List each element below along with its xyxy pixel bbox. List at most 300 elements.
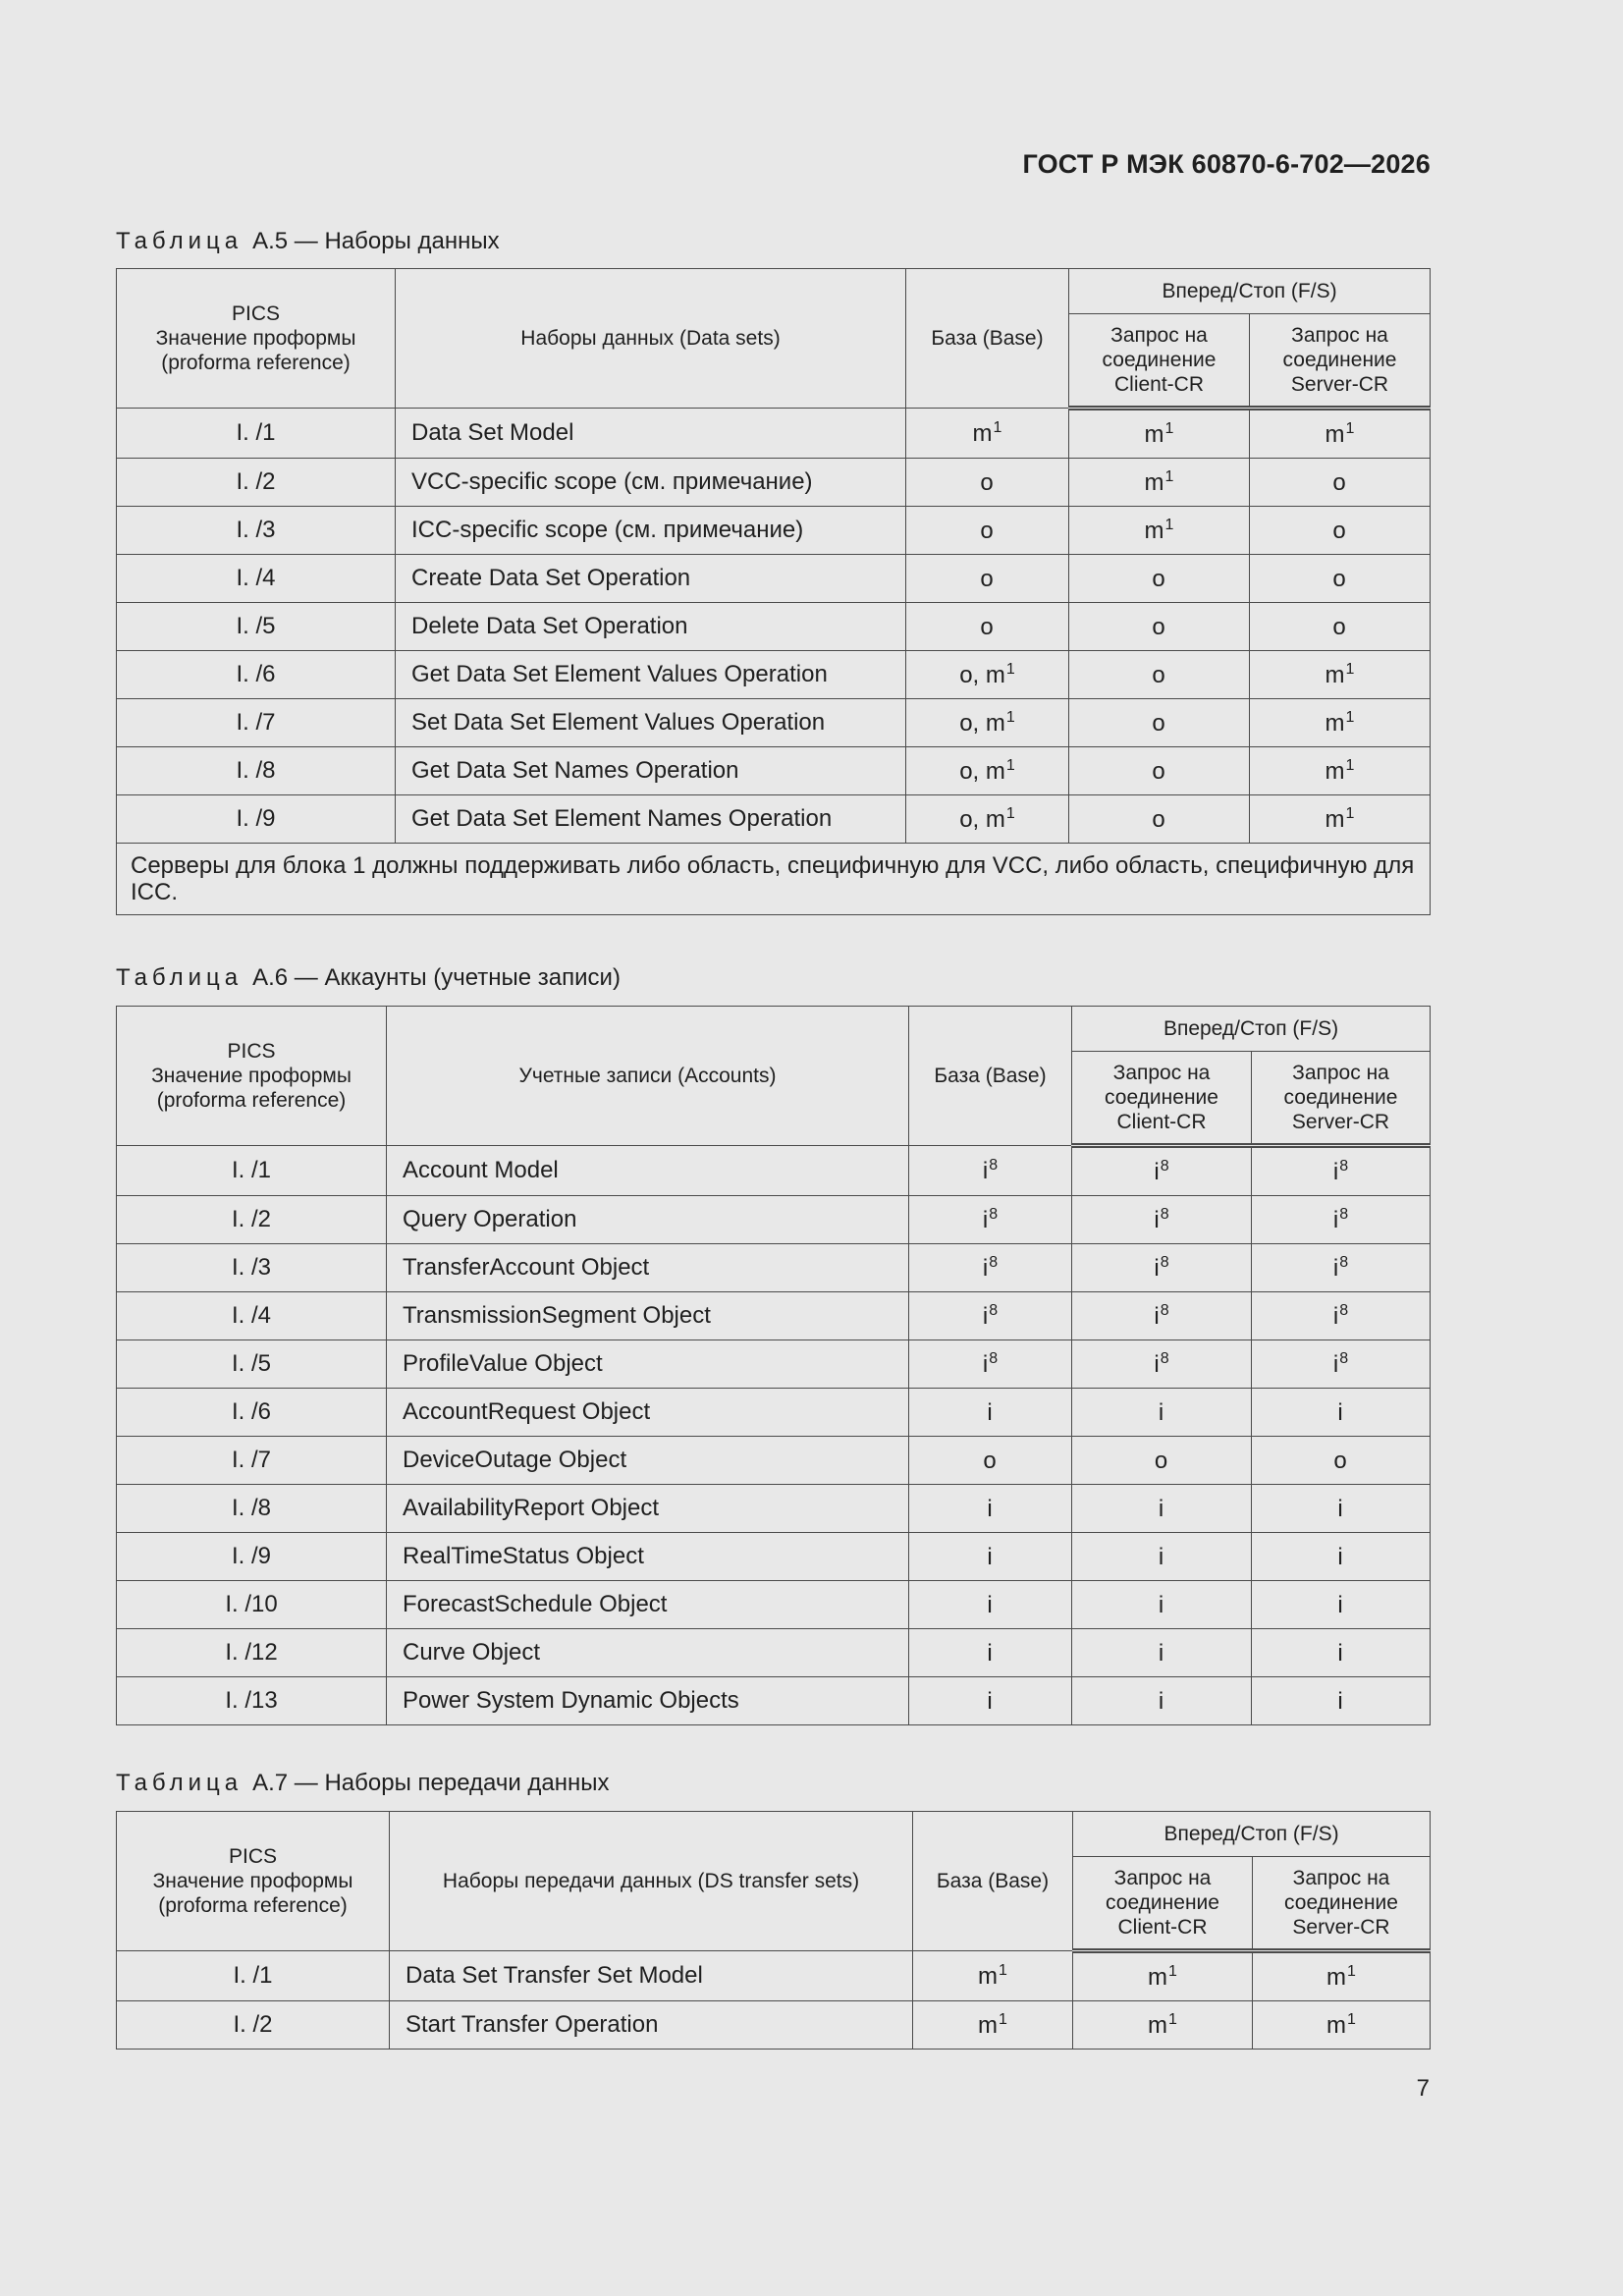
cell-value: i	[1337, 1639, 1343, 1667]
cell-footnote-ref: 1	[1005, 756, 1015, 774]
cell-server-cr	[1252, 1196, 1431, 1244]
cell-value: i	[987, 1687, 993, 1715]
header-pics-line: Значение проформы	[155, 327, 356, 350]
cell-value: m	[1325, 805, 1345, 833]
header-name: Учетные записи (Accounts)	[387, 1007, 909, 1146]
cell-server-cr	[1252, 1244, 1431, 1292]
cell-footnote-ref: 1	[1005, 708, 1015, 726]
header-client-cr	[1073, 1857, 1253, 1951]
cell-client-cr	[1069, 555, 1250, 603]
cell-ref: I. /7	[117, 699, 396, 747]
cell-value: o	[980, 468, 994, 496]
cell-server-cr	[1250, 651, 1431, 699]
table-row	[117, 1146, 1431, 1196]
cell-server-cr	[1253, 2001, 1431, 2050]
cell-ref: I. /1	[117, 1146, 387, 1196]
cell-base	[906, 507, 1069, 555]
cell-base	[906, 603, 1069, 651]
cell-value: m	[978, 1962, 999, 1990]
caption-label: Таблица	[116, 964, 243, 991]
cell-value: i	[1158, 1639, 1164, 1667]
cell-name: VCC-specific scope (см. примечание)	[396, 459, 906, 507]
cell-footnote-ref: 8	[1339, 1349, 1349, 1367]
cell-value: i	[1337, 1495, 1343, 1522]
cell-value: i	[1332, 1302, 1339, 1330]
header-client-line: Запрос на	[1110, 324, 1208, 347]
header-client-line: соединение	[1106, 1891, 1219, 1914]
header-forward-stop: Вперед/Стоп (F/S)	[1072, 1007, 1431, 1052]
cell-footnote-ref: 8	[1339, 1205, 1349, 1223]
header-client-line: Запрос на	[1112, 1062, 1211, 1084]
cell-value: i	[1332, 1350, 1339, 1378]
table-row	[117, 1389, 1431, 1437]
cell-footnote-ref: 1	[1345, 419, 1355, 437]
cell-ref: I. /6	[117, 651, 396, 699]
cell-name: ForecastSchedule Object	[387, 1581, 909, 1629]
cell-base	[906, 409, 1069, 459]
header-server-cr	[1250, 314, 1431, 409]
cell-value: o	[1152, 613, 1165, 640]
cell-value: i	[1158, 1591, 1164, 1618]
cell-server-cr	[1250, 555, 1431, 603]
cell-value: i	[1332, 1158, 1339, 1185]
cell-value: i	[1158, 1495, 1164, 1522]
cell-client-cr	[1072, 1581, 1252, 1629]
cell-ref: I. /8	[117, 1485, 387, 1533]
cell-base	[906, 555, 1069, 603]
header-server-line: соединение	[1282, 349, 1397, 371]
cell-name: TransferAccount Object	[387, 1244, 909, 1292]
header-server-line: Server-CR	[1292, 1916, 1390, 1939]
cell-value: m	[1144, 420, 1164, 448]
cell-base	[909, 1292, 1072, 1340]
cell-value: o	[1152, 805, 1165, 833]
cell-value: i	[1158, 1687, 1164, 1715]
cell-footnote-ref: 1	[1347, 1962, 1356, 1980]
table-row	[117, 555, 1431, 603]
cell-value: o	[1152, 661, 1165, 688]
cell-base	[909, 1389, 1072, 1437]
cell-client-cr	[1072, 1340, 1252, 1389]
table-a6-caption	[116, 964, 621, 992]
cell-base	[913, 2001, 1073, 2050]
cell-name: Data Set Transfer Set Model	[390, 1951, 913, 2001]
cell-ref: I. /2	[117, 2001, 390, 2050]
cell-value: i	[1337, 1687, 1343, 1715]
cell-footnote-ref: 1	[1005, 660, 1015, 678]
cell-server-cr	[1250, 603, 1431, 651]
cell-name: Power System Dynamic Objects	[387, 1677, 909, 1725]
table-a5-caption	[116, 228, 500, 255]
cell-value: i	[1337, 1543, 1343, 1570]
cell-base	[906, 459, 1069, 507]
cell-ref: I. /3	[117, 507, 396, 555]
cell-client-cr	[1069, 651, 1250, 699]
header-server-cr	[1253, 1857, 1431, 1951]
cell-name: Create Data Set Operation	[396, 555, 906, 603]
cell-footnote-ref: 8	[1160, 1349, 1169, 1367]
cell-client-cr	[1072, 1244, 1252, 1292]
caption-title: А.5 — Наборы данных	[252, 228, 500, 254]
cell-value: i	[982, 1254, 989, 1282]
cell-server-cr	[1252, 1146, 1431, 1196]
header-pics-line: (proforma reference)	[158, 1894, 348, 1917]
cell-name: Query Operation	[387, 1196, 909, 1244]
cell-client-cr	[1072, 1533, 1252, 1581]
cell-name: Data Set Model	[396, 409, 906, 459]
cell-value: o, m	[959, 757, 1005, 785]
cell-client-cr	[1072, 1629, 1252, 1677]
cell-client-cr	[1072, 1292, 1252, 1340]
cell-name: Start Transfer Operation	[390, 2001, 913, 2050]
header-server-line: Запрос на	[1292, 1867, 1390, 1889]
cell-base	[909, 1485, 1072, 1533]
header-client-line: Client-CR	[1113, 373, 1204, 396]
cell-footnote-ref: 1	[1164, 516, 1174, 533]
header-pics-line: PICS	[228, 1845, 277, 1868]
cell-value: o, m	[959, 661, 1005, 688]
cell-name: ProfileValue Object	[387, 1340, 909, 1389]
cell-value: m	[1325, 420, 1345, 448]
cell-server-cr	[1250, 747, 1431, 795]
cell-base	[909, 1146, 1072, 1196]
cell-client-cr	[1072, 1677, 1252, 1725]
cell-ref: I. /12	[117, 1629, 387, 1677]
cell-footnote-ref: 1	[1345, 708, 1355, 726]
cell-base	[909, 1340, 1072, 1389]
cell-footnote-ref: 8	[1160, 1253, 1169, 1271]
cell-server-cr	[1252, 1581, 1431, 1629]
header-pics	[117, 269, 396, 409]
cell-client-cr	[1073, 2001, 1253, 2050]
cell-value: i	[1332, 1254, 1339, 1282]
cell-footnote-ref: 1	[1168, 2010, 1177, 2028]
header-pics	[117, 1812, 390, 1951]
cell-name: AccountRequest Object	[387, 1389, 909, 1437]
cell-name: TransmissionSegment Object	[387, 1292, 909, 1340]
header-base: База (Base)	[906, 269, 1069, 409]
cell-client-cr	[1069, 747, 1250, 795]
cell-name: Account Model	[387, 1146, 909, 1196]
header-server-line: Server-CR	[1291, 1111, 1390, 1133]
cell-server-cr	[1252, 1292, 1431, 1340]
cell-ref: I. /13	[117, 1677, 387, 1725]
cell-name: Get Data Set Names Operation	[396, 747, 906, 795]
cell-value: i	[1154, 1302, 1160, 1330]
cell-server-cr	[1250, 699, 1431, 747]
cell-ref: I. /5	[117, 603, 396, 651]
cell-value: i	[987, 1398, 993, 1426]
cell-base	[913, 1951, 1073, 2001]
cell-footnote-ref: 8	[989, 1349, 999, 1367]
cell-name: ICC-specific scope (см. примечание)	[396, 507, 906, 555]
cell-value: m	[1144, 468, 1164, 496]
cell-value: o	[1152, 565, 1165, 592]
cell-footnote-ref: 1	[1164, 419, 1174, 437]
document-header: ГОСТ Р МЭК 60870-6-702—2026	[1022, 149, 1431, 179]
cell-footnote-ref: 8	[1160, 1205, 1169, 1223]
cell-footnote-ref: 1	[993, 418, 1002, 436]
cell-value: i	[1332, 1206, 1339, 1233]
cell-footnote-ref: 8	[1160, 1301, 1169, 1319]
cell-server-cr	[1252, 1629, 1431, 1677]
cell-value: o, m	[959, 709, 1005, 737]
cell-ref: I. /1	[117, 409, 396, 459]
cell-footnote-ref: 1	[999, 1961, 1007, 1979]
cell-server-cr	[1252, 1389, 1431, 1437]
cell-footnote-ref: 8	[989, 1156, 999, 1174]
cell-value: o, m	[959, 805, 1005, 833]
cell-server-cr	[1252, 1533, 1431, 1581]
cell-footnote-ref: 8	[1339, 1301, 1349, 1319]
caption-label: Таблица	[116, 1770, 243, 1796]
cell-value: o	[1332, 517, 1346, 544]
header-base: База (Base)	[913, 1812, 1073, 1951]
cell-name: RealTimeStatus Object	[387, 1533, 909, 1581]
cell-value: i	[1158, 1543, 1164, 1570]
header-forward-stop: Вперед/Стоп (F/S)	[1073, 1812, 1431, 1857]
cell-value: i	[982, 1157, 989, 1184]
cell-footnote-ref: 1	[999, 2010, 1007, 2028]
cell-value: m	[1326, 2011, 1347, 2039]
table-a7-caption	[116, 1770, 610, 1797]
header-pics	[117, 1007, 387, 1146]
page-number: 7	[1416, 2075, 1430, 2102]
cell-base	[909, 1581, 1072, 1629]
cell-value: m	[1144, 517, 1164, 544]
cell-footnote-ref: 8	[1339, 1157, 1349, 1175]
table-row	[117, 699, 1431, 747]
cell-ref: I. /5	[117, 1340, 387, 1389]
table-a5-data-sets	[116, 268, 1431, 915]
table-note-row	[117, 844, 1431, 915]
table-row	[117, 795, 1431, 844]
cell-value: o	[1152, 709, 1165, 737]
cell-value: m	[1325, 661, 1345, 688]
cell-client-cr	[1073, 1951, 1253, 2001]
cell-server-cr	[1252, 1340, 1431, 1389]
cell-value: i	[987, 1495, 993, 1522]
table-row	[117, 1533, 1431, 1581]
cell-server-cr	[1250, 409, 1431, 459]
cell-value: m	[1148, 1963, 1168, 1991]
cell-value: m	[1148, 2011, 1168, 2039]
cell-ref: I. /9	[117, 795, 396, 844]
table-row	[117, 459, 1431, 507]
table-row	[117, 747, 1431, 795]
table-row	[117, 507, 1431, 555]
header-client-cr	[1072, 1052, 1252, 1146]
cell-footnote-ref: 8	[1160, 1157, 1169, 1175]
cell-footnote-ref: 1	[1164, 467, 1174, 485]
caption-label: Таблица	[116, 228, 243, 254]
header-base: База (Base)	[909, 1007, 1072, 1146]
cell-value: m	[1325, 709, 1345, 737]
cell-footnote-ref: 1	[1345, 804, 1355, 822]
header-client-line: Запрос на	[1113, 1867, 1212, 1889]
cell-value: o	[1333, 1447, 1347, 1474]
table-a7-ds-transfer-sets	[116, 1811, 1431, 2050]
cell-value: o	[1332, 565, 1346, 592]
cell-value: o	[980, 613, 994, 640]
cell-value: o	[1332, 613, 1346, 640]
cell-client-cr	[1069, 699, 1250, 747]
cell-name: Delete Data Set Operation	[396, 603, 906, 651]
caption-title: А.7 — Наборы передачи данных	[252, 1770, 610, 1796]
cell-client-cr	[1069, 459, 1250, 507]
header-server-cr	[1252, 1052, 1431, 1146]
header-server-line: Server-CR	[1290, 373, 1389, 396]
cell-base	[906, 747, 1069, 795]
cell-value: i	[1337, 1591, 1343, 1618]
header-client-line: соединение	[1105, 1086, 1218, 1109]
table-row	[117, 1437, 1431, 1485]
cell-ref: I. /3	[117, 1244, 387, 1292]
header-forward-stop: Вперед/Стоп (F/S)	[1069, 269, 1431, 314]
cell-footnote-ref: 8	[989, 1205, 999, 1223]
cell-name: Get Data Set Element Names Operation	[396, 795, 906, 844]
cell-value: m	[1325, 757, 1345, 785]
cell-value: o	[1152, 757, 1165, 785]
cell-ref: I. /7	[117, 1437, 387, 1485]
cell-ref: I. /1	[117, 1951, 390, 2001]
cell-ref: I. /4	[117, 1292, 387, 1340]
header-pics-line: Значение проформы	[151, 1065, 352, 1087]
table-a6-accounts	[116, 1006, 1431, 1725]
cell-client-cr	[1072, 1196, 1252, 1244]
cell-base	[909, 1533, 1072, 1581]
cell-value: i	[987, 1639, 993, 1667]
header-client-line: соединение	[1102, 349, 1217, 371]
header-name: Наборы данных (Data sets)	[396, 269, 906, 409]
table-row	[117, 1196, 1431, 1244]
header-name: Наборы передачи данных (DS transfer sets)	[390, 1812, 913, 1951]
cell-value: i	[1154, 1254, 1160, 1282]
table-row	[117, 1677, 1431, 1725]
table-row	[117, 1629, 1431, 1677]
header-client-line: Client-CR	[1117, 1916, 1208, 1939]
cell-name: Set Data Set Element Values Operation	[396, 699, 906, 747]
cell-value: m	[972, 419, 993, 447]
cell-server-cr	[1252, 1485, 1431, 1533]
cell-ref: I. /8	[117, 747, 396, 795]
cell-server-cr	[1250, 459, 1431, 507]
cell-client-cr	[1069, 507, 1250, 555]
cell-server-cr	[1253, 1951, 1431, 2001]
table-row	[117, 1951, 1431, 2001]
cell-footnote-ref: 8	[989, 1301, 999, 1319]
cell-base	[906, 795, 1069, 844]
cell-footnote-ref: 1	[1005, 804, 1015, 822]
cell-base	[909, 1196, 1072, 1244]
cell-value: m	[1326, 1963, 1347, 1991]
table-row	[117, 2001, 1431, 2050]
cell-value: i	[987, 1591, 993, 1618]
cell-server-cr	[1250, 507, 1431, 555]
cell-value: o	[1154, 1447, 1168, 1474]
cell-value: i	[987, 1543, 993, 1570]
header-client-line: Client-CR	[1116, 1111, 1207, 1133]
cell-server-cr	[1250, 795, 1431, 844]
cell-name: Get Data Set Element Values Operation	[396, 651, 906, 699]
cell-value: m	[978, 2011, 999, 2039]
cell-ref: I. /2	[117, 459, 396, 507]
cell-client-cr	[1072, 1146, 1252, 1196]
cell-footnote-ref: 8	[1339, 1253, 1349, 1271]
cell-ref: I. /4	[117, 555, 396, 603]
caption-title: А.6 — Аккаунты (учетные записи)	[252, 964, 621, 991]
header-pics-line: Значение проформы	[152, 1870, 353, 1892]
cell-server-cr	[1252, 1437, 1431, 1485]
cell-ref: I. /2	[117, 1196, 387, 1244]
cell-server-cr	[1252, 1677, 1431, 1725]
cell-base	[909, 1677, 1072, 1725]
header-client-cr	[1069, 314, 1250, 409]
cell-client-cr	[1069, 795, 1250, 844]
header-pics-line: PICS	[227, 1040, 276, 1063]
header-server-line: Запрос на	[1291, 324, 1388, 347]
header-server-line: Запрос на	[1292, 1062, 1389, 1084]
cell-client-cr	[1069, 409, 1250, 459]
cell-client-cr	[1069, 603, 1250, 651]
cell-value: i	[1154, 1206, 1160, 1233]
cell-value: i	[1158, 1398, 1164, 1426]
cell-footnote-ref: 8	[989, 1253, 999, 1271]
table-row	[117, 409, 1431, 459]
cell-base	[909, 1437, 1072, 1485]
cell-value: i	[982, 1302, 989, 1330]
table-row	[117, 1292, 1431, 1340]
cell-base	[909, 1244, 1072, 1292]
cell-ref: I. /6	[117, 1389, 387, 1437]
table-row	[117, 1485, 1431, 1533]
cell-value: i	[982, 1350, 989, 1378]
cell-footnote-ref: 1	[1345, 756, 1355, 774]
header-pics-line: (proforma reference)	[161, 352, 351, 374]
table-row	[117, 603, 1431, 651]
cell-ref: I. /10	[117, 1581, 387, 1629]
cell-client-cr	[1072, 1437, 1252, 1485]
header-server-line: соединение	[1283, 1086, 1398, 1109]
cell-value: i	[1154, 1350, 1160, 1378]
table-row	[117, 1244, 1431, 1292]
cell-base	[906, 699, 1069, 747]
table-row	[117, 1581, 1431, 1629]
cell-value: o	[980, 565, 994, 592]
cell-base	[909, 1629, 1072, 1677]
table-row	[117, 651, 1431, 699]
header-pics-line: (proforma reference)	[156, 1089, 347, 1112]
cell-footnote-ref: 1	[1345, 660, 1355, 678]
cell-name: AvailabilityReport Object	[387, 1485, 909, 1533]
cell-footnote-ref: 1	[1347, 2010, 1356, 2028]
header-server-line: соединение	[1284, 1891, 1398, 1914]
cell-footnote-ref: 1	[1168, 1962, 1177, 1980]
cell-value: i	[1154, 1158, 1160, 1185]
cell-base	[906, 651, 1069, 699]
cell-value: o	[983, 1447, 997, 1474]
header-pics-line: PICS	[231, 302, 280, 325]
cell-client-cr	[1072, 1485, 1252, 1533]
cell-name: Curve Object	[387, 1629, 909, 1677]
cell-value: i	[982, 1206, 989, 1233]
cell-value: o	[980, 517, 994, 544]
table-note: Серверы для блока 1 должны поддерживать либо область, специфичную для VCC, либо область, специфичную для ICC.	[117, 844, 1431, 915]
cell-value: i	[1337, 1398, 1343, 1426]
cell-name: DeviceOutage Object	[387, 1437, 909, 1485]
cell-client-cr	[1072, 1389, 1252, 1437]
table-row	[117, 1340, 1431, 1389]
